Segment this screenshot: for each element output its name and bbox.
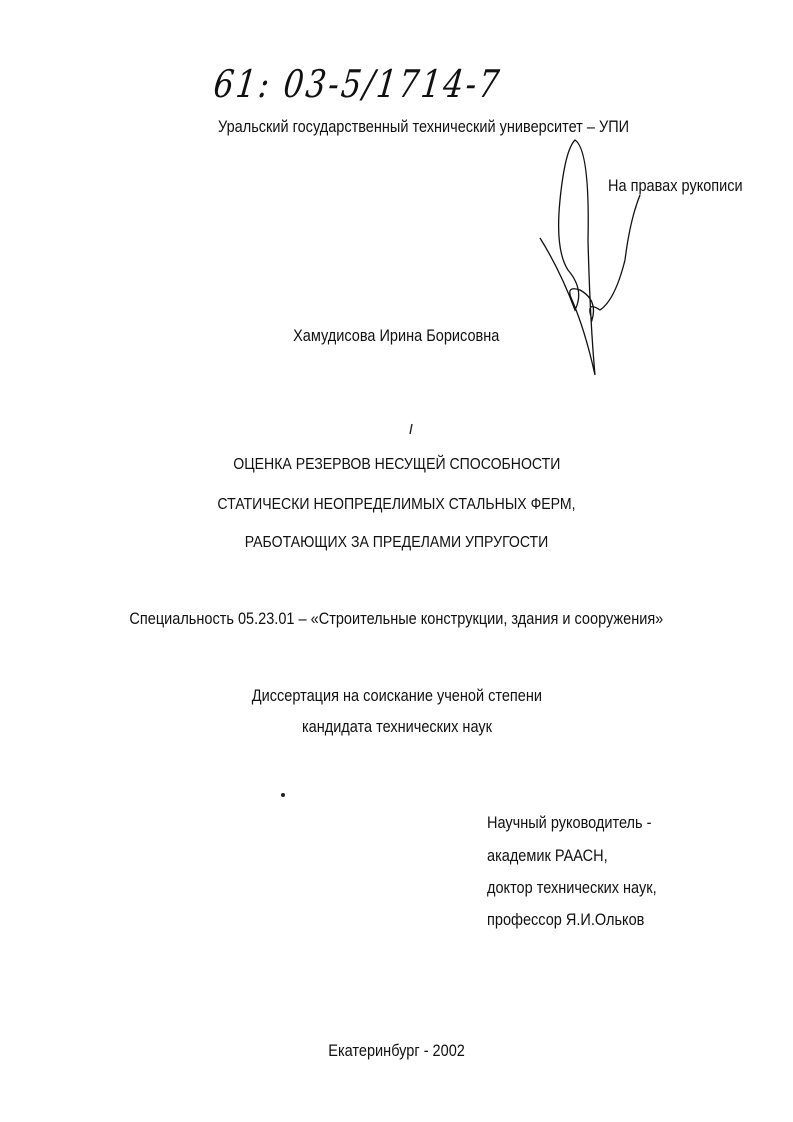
title-line-1: ОЦЕНКА РЕЗЕРВОВ НЕСУЩЕЙ СПОСОБНОСТИ [232,456,561,473]
supervisor-line-4: профессор Я.И.Ольков [487,911,645,929]
title-line-2: СТАТИЧЕСКИ НЕОПРЕДЕЛИМЫХ СТАЛЬНЫХ ФЕРМ, [217,496,576,513]
stray-mark [410,424,412,434]
supervisor-line-2: академик РААСН, [487,847,608,865]
city-year: Екатеринбург - 2002 [328,1042,465,1060]
title-line-3: РАБОТАЮЩИХ ЗА ПРЕДЕЛАМИ УПРУГОСТИ [244,534,549,551]
author-name: Хамудисова Ирина Борисовна [293,327,500,345]
supervisor-line-1: Научный руководитель - [487,814,652,832]
specialty: Специальность 05.23.01 – «Строительные конструкции, здания и сооружения» [129,610,664,628]
handwritten-catalog-number: 61: 03-5/1714-7 [211,62,504,106]
manuscript-rights: На правах рукописи [608,177,743,195]
dissertation-line-1: Диссертация на соискание ученой степени [251,687,542,705]
dissertation-line-2: кандидата технических наук [301,718,492,736]
university-name: Уральский государственный технический университет – УПИ [218,118,630,136]
stray-dot [281,793,285,797]
supervisor-line-3: доктор технических наук, [487,879,657,897]
